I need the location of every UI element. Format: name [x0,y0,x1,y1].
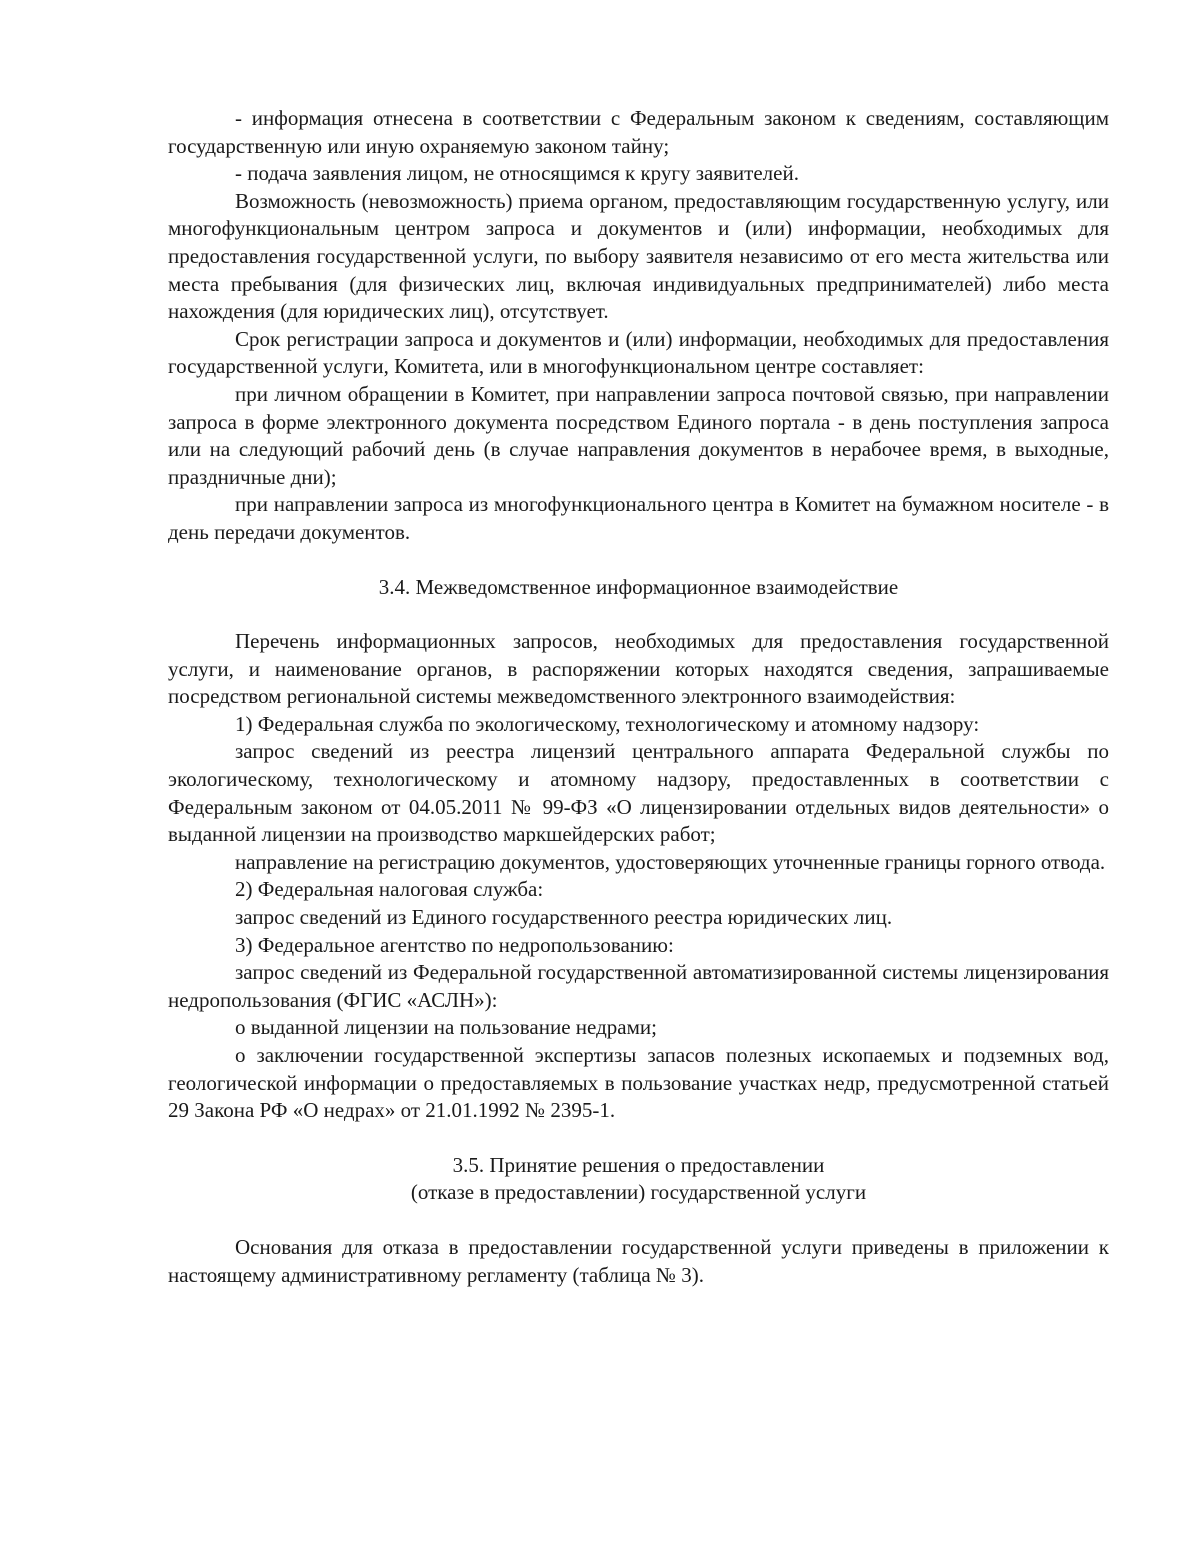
paragraph-tax-service: 2) Федеральная налоговая служба: [235,877,544,902]
paragraph-mfc-request: при направлении запроса из многофункционального центра в Комитет на бумажном носителе - в день передачи документов. [168,492,1109,544]
paragraph-mining-allotment: направление на регистрацию документов, удостоверяющих уточненные границы горного отвода. [235,849,1106,874]
paragraph-expertise-conclusion: о заключении государственной экспертизы запасов полезных ископаемых и подземных вод, геологической информации о предоставляемых в пользование участках недр, предусмотренной статьей 29 Закона РФ «О недрах» от 21.01.1992 № 2395-1. [168,1043,1109,1123]
section-3-5-heading-line-2: (отказе в предоставлении) государственной услуги [410,1180,867,1205]
paragraph-rostekhnadzor: 1) Федеральная служба по экологическому, технологическому и атомному надзору: [235,711,980,736]
document-page [168,105,1109,1289]
paragraph-personal-request: при личном обращении в Комитет, при направлении запроса почтовой связью, при направлении запроса в форме электронного документа посредством Единого портала - в день поступления запроса или на следующий рабочий день (в случае направления документов в нерабочее время, в выходные, праздничные дни); [168,381,1109,489]
paragraph-extraterritorial: Возможность (невозможность) приема органом, предоставляющим государственную услугу, или многофункциональным центром запроса и документов и (или) информации, необходимых для предоставления государственной услуги, по выбору заявителя независимо от его места жительства или места пребывания (для физических лиц, включая индивидуальных предпринимателей) либо места нахождения (для юридических лиц), отсутствует. [168,188,1109,324]
paragraph-license-registry: запрос сведений из реестра лицензий центрального аппарата Федеральной службы по экологическому, технологическому и атомному надзору, предоставленных в соответствии с Федеральным законом от 04.05.2011 № 99-ФЗ «О лицензировании отдельных видов деятельности» о выданной лицензии на производство маркшейдерских работ; [168,739,1109,847]
paragraph-rosnedra: 3) Федеральное агентство по недропользованию: [235,932,674,957]
paragraph-fgis-asln: запрос сведений из Федеральной государственной автоматизированной системы лицензирования недропользования (ФГИС «АСЛН»): [168,960,1109,1012]
paragraph-egrul-request: запрос сведений из Единого государственного реестра юридических лиц. [235,905,893,930]
section-3-4-heading: 3.4. Межведомственное информационное взаимодействие [378,574,899,599]
section-3-5-heading-line-1: 3.5. Принятие решения о предоставлении [452,1152,825,1177]
paragraph-request-list: Перечень информационных запросов, необходимых для предоставления государственной услуги, и наименование органов, в распоряжении которых находятся сведения, запрашиваемые посредством региональной системы межведомственного электронного взаимодействия: [168,629,1109,709]
paragraph-non-applicant: - подача заявления лицом, не относящимся к кругу заявителей. [235,161,799,186]
paragraph-subsoil-license: о выданной лицензии на пользование недрами; [235,1015,657,1040]
paragraph-secret-info: - информация отнесена в соответствии с Федеральным законом к сведениям, составляющим государственную или иную охраняемую законом тайну; [168,106,1109,158]
paragraph-refusal-grounds: Основания для отказа в предоставлении государственной услуги приведены в приложении к настоящему административному регламенту (таблица № 3). [168,1234,1109,1287]
paragraph-registration-term: Срок регистрации запроса и документов и (или) информации, необходимых для предоставления государственной услуги, Комитета, или в многофункциональном центре составляет: [168,326,1109,379]
